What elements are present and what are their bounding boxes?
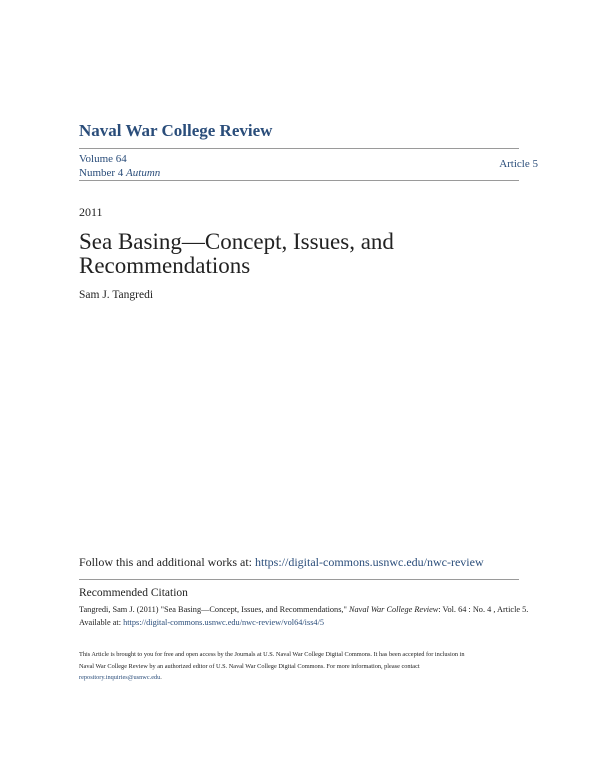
collection-link[interactable]: https://digital-commons.usnwc.edu/nwc-review [255,555,484,569]
notice-line-2: Naval War College Review by an authorized editor of U.S. Naval War College Digital Commons. For more information, please contact [79,662,420,670]
journal-title[interactable]: Naval War College Review [79,121,273,140]
header-bottom-rule [79,180,519,181]
available-line [79,617,539,630]
follow-text: Follow this and additional works at: [79,555,252,569]
title-line-2: Recommendations [79,253,251,278]
follow-section [79,555,484,570]
volume-label[interactable]: Volume 64 [79,153,127,165]
issue-number[interactable]: Number 4 [79,167,124,179]
article-title [79,230,519,278]
citation-rule [79,579,519,580]
citation-line [79,604,539,617]
volume-info[interactable] [79,152,160,180]
notice-end: . [160,674,162,681]
access-notice [79,649,524,684]
citation-text [79,604,539,629]
recommended-citation-heading: Recommended Citation [79,587,188,599]
citation-journal: Naval War College Review [348,605,439,614]
title-line-1: Sea Basing—Concept, Issues, and [79,229,394,254]
issue-label[interactable] [79,166,160,180]
publication-year: 2011 [79,205,103,219]
contact-email-link[interactable]: repository.inquiries@usnwc.edu [79,674,161,681]
issue-season[interactable]: Autumn [126,167,161,179]
available-label: Available at: [79,617,122,627]
citation-suffix: : Vol. 64 : No. 4 , Article 5. [438,605,529,614]
citation-prefix: Tangredi, Sam J. (2011) "Sea Basing—Concept, Issues, and Recommendations," [79,605,347,614]
notice-line-1: This Article is brought to you for free and open access by the Journals at U.S. Naval War College Digital Commons. It has been accepted for inclusion in [79,651,465,658]
article-link[interactable]: https://digital-commons.usnwc.edu/nwc-review/vol64/iss4/5 [123,617,325,627]
notice-line-3 [79,672,524,684]
header-top-rule [79,148,519,149]
author-name: Sam J. Tangredi [79,289,154,301]
article-number[interactable]: Article 5 [499,158,538,170]
